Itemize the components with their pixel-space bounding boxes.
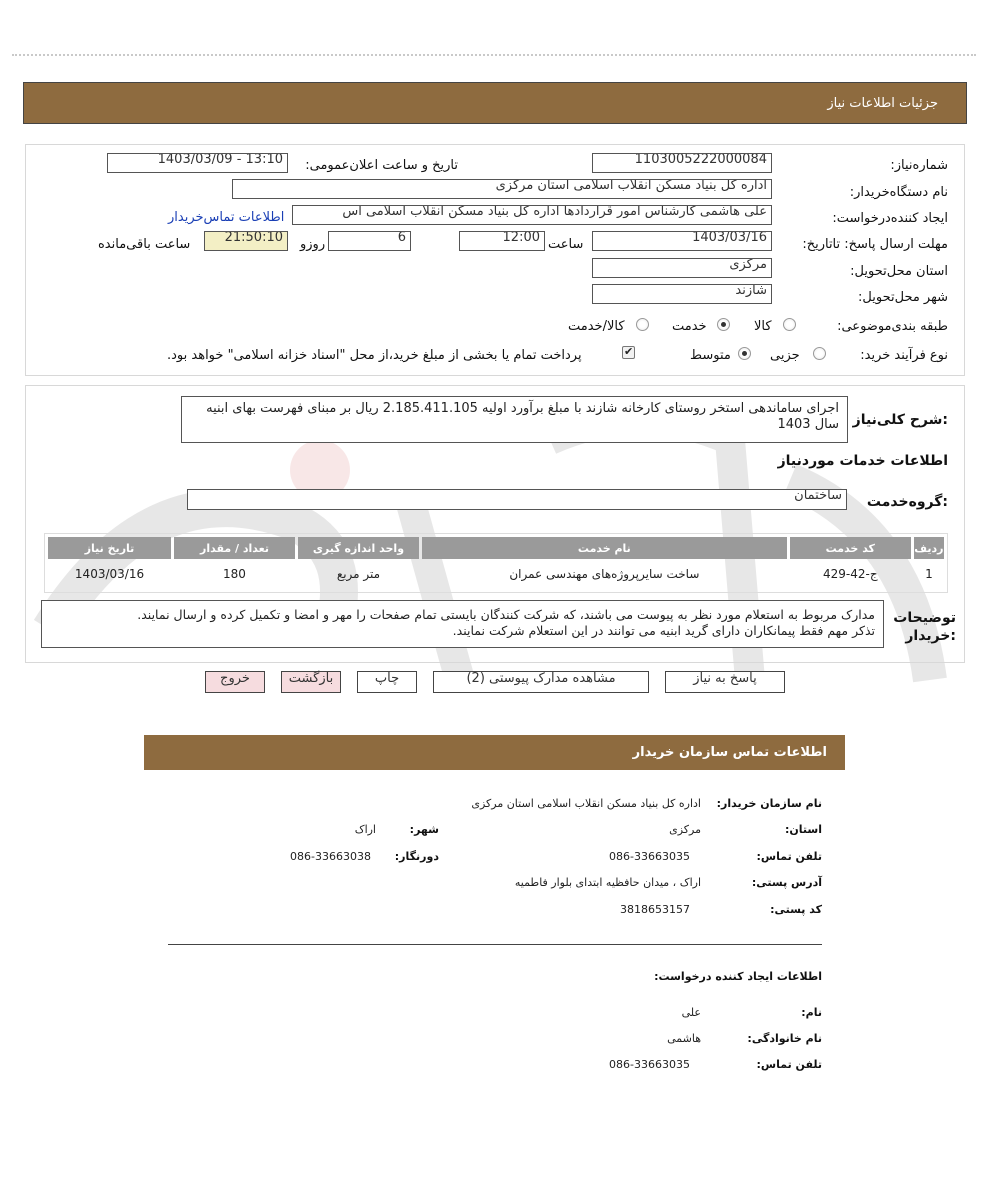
city-label: شهر محل‌تحویل:: [858, 290, 948, 305]
contact-org-value: اداره کل بنیاد مسکن انقلاب اسلامی استان مرکزی: [471, 797, 701, 810]
process-option-minor: جزیی: [770, 348, 800, 363]
need-number-label: شماره‌نیاز:: [890, 158, 948, 173]
contact-phone-label: تلفن تماس:: [756, 850, 822, 863]
description-box: اجرای ساماندهی استخر روستای کارخانه شازند با مبلغ برآورد اولیه 2.185.411.105 ریال بر مبنای فهرست بهای ابنیه سال 1403: [181, 396, 848, 443]
province-label: استان محل‌تحویل:: [850, 264, 948, 279]
need-number-field: 1103005222000084: [592, 153, 772, 173]
back-button[interactable]: بازگشت: [281, 671, 341, 693]
contact-phone-value: 086-33663035: [609, 850, 690, 863]
deadline-time-label: ساعت: [548, 237, 584, 252]
process-label: نوع فرآیند خرید:: [860, 348, 948, 363]
announce-datetime-label: تاریخ و ساعت اعلان‌عمومی:: [305, 158, 458, 173]
contact-province-value: مرکزی: [669, 823, 701, 836]
contact-province-label: استان:: [785, 823, 822, 836]
contact-fax-value: 086-33663038: [290, 850, 371, 863]
province-field: مرکزی: [592, 258, 772, 278]
page-header: [23, 82, 967, 124]
buyer-org-field: اداره کل بنیاد مسکن انقلاب اسلامی استان مرکزی: [232, 179, 772, 199]
category-option-goods: کالا: [754, 319, 772, 334]
notes-box: [41, 600, 884, 648]
days-label: روزو: [300, 237, 326, 252]
process-option-medium: متوسط: [690, 348, 731, 363]
requester-name-label: نام:: [801, 1006, 822, 1019]
payment-note: پرداخت تمام یا بخشی از مبلغ خرید،از محل "اسناد خزانه اسلامی" خواهد بود.: [167, 348, 582, 363]
top-divider: [12, 54, 976, 56]
process-radio-minor[interactable]: [813, 347, 826, 360]
remaining-time-field: 21:50:10: [204, 231, 288, 251]
notes-label-2: خریدار:: [905, 628, 956, 644]
requester-family-value: هاشمی: [667, 1032, 701, 1045]
col-row: ردیف: [914, 537, 944, 559]
category-option-goods-service: کالا/خدمت: [568, 319, 625, 334]
reply-button[interactable]: پاسخ به نیاز: [665, 671, 785, 693]
category-radio-goods[interactable]: [783, 318, 796, 331]
requester-label: ایجاد کننده‌درخواست:: [832, 211, 948, 226]
notes-label-1: توضیحات: [893, 610, 956, 626]
contact-address-label: آدرس پستی:: [751, 876, 822, 889]
cell-service-name: ساخت سایرپروژه‌های مهندسی عمران: [509, 567, 700, 581]
col-service-name: نام خدمت: [422, 537, 787, 559]
contact-fax-label: دورنگار:: [394, 850, 439, 863]
buyer-contact-link[interactable]: اطلاعات تماس‌خریدار: [168, 210, 285, 225]
contact-address-value: اراک ، میدان حافظیه ابتدای بلوار فاطمیه: [514, 876, 701, 889]
remaining-label: ساعت باقی‌مانده: [98, 237, 191, 252]
cell-unit: متر مربع: [336, 567, 381, 581]
category-option-service: خدمت: [672, 319, 707, 334]
service-group-field: ساختمان: [187, 489, 847, 510]
col-quantity: تعداد / مقدار: [174, 537, 295, 559]
category-radio-service[interactable]: [717, 318, 730, 331]
contact-postal-value: 3818653157: [620, 903, 690, 916]
requester-name-value: علی: [681, 1006, 701, 1019]
services-title: اطلاعات خدمات موردنیاز: [777, 453, 948, 469]
col-unit: واحد اندازه گیری: [298, 537, 419, 559]
services-table-header: [48, 537, 944, 559]
contact-divider: [168, 944, 822, 945]
contact-org-label: نام سازمان خریدار:: [716, 797, 822, 810]
services-table: [45, 534, 947, 589]
requester-family-label: نام خانوادگی:: [747, 1032, 822, 1045]
days-field: 6: [328, 231, 411, 251]
requester-phone-value: 086-33663035: [609, 1058, 690, 1071]
buyer-org-label: نام دستگاه‌خریدار:: [849, 185, 948, 200]
contact-title: اطلاعات تماس سازمان خریدار: [632, 745, 827, 760]
announce-datetime-field: 1403/03/09 - 13:10: [107, 153, 288, 173]
cell-need-date: 1403/03/16: [74, 567, 145, 581]
city-field: شازند: [592, 284, 772, 304]
exit-button[interactable]: خروج: [205, 671, 265, 693]
cell-row: 1: [925, 567, 933, 581]
print-button[interactable]: چاپ: [357, 671, 417, 693]
process-radio-medium[interactable]: [738, 347, 751, 360]
contact-postal-label: کد پستی:: [770, 903, 822, 916]
description-label: شرح کلی‌نیاز:: [852, 412, 948, 428]
cell-quantity: 180: [223, 567, 246, 581]
contact-city-label: شهر:: [409, 823, 439, 836]
table-row: [48, 562, 944, 586]
notes-line-1: مدارک مربوط به استعلام مورد نظر به پیوست می باشند، که شرکت کنندگان بایستی تمام صفحات را مهر و امضا و تکمیل کرده و ارسال نمایند.: [137, 607, 875, 622]
notes-line-2: تذکر مهم فقط پیمانکاران دارای گرید ابنیه می توانند در این استعلام شرکت نمایند.: [452, 623, 875, 638]
category-label: طبقه بندی‌موضوعی:: [837, 319, 948, 334]
service-group-label: گروه‌خدمت:: [866, 494, 948, 510]
cell-service-code: ج-42-429: [822, 567, 878, 581]
category-radio-goods-service[interactable]: [636, 318, 649, 331]
requester-phone-label: تلفن تماس:: [756, 1058, 822, 1071]
deadline-date-field: 1403/03/16: [592, 231, 772, 251]
payment-checkbox[interactable]: [622, 346, 635, 359]
col-service-code: کد خدمت: [790, 537, 911, 559]
col-need-date: تاریخ نیاز: [48, 537, 171, 559]
contact-header: [144, 735, 845, 770]
deadline-time-field: 12:00: [459, 231, 545, 251]
page-title: جزئیات اطلاعات نیاز: [827, 96, 938, 111]
services-table-frame: [44, 533, 948, 593]
attachments-button[interactable]: مشاهده مدارک پیوستی (2): [433, 671, 649, 693]
deadline-label: مهلت ارسال پاسخ: تاتاریخ:: [802, 237, 948, 252]
requester-field: علی هاشمی کارشناس امور قراردادها اداره کل بنیاد مسکن انقلاب اسلامی اس: [292, 205, 772, 225]
contact-city-value: اراک: [354, 823, 376, 836]
requester-info-title: اطلاعات ایجاد کننده درخواست:: [654, 970, 822, 983]
